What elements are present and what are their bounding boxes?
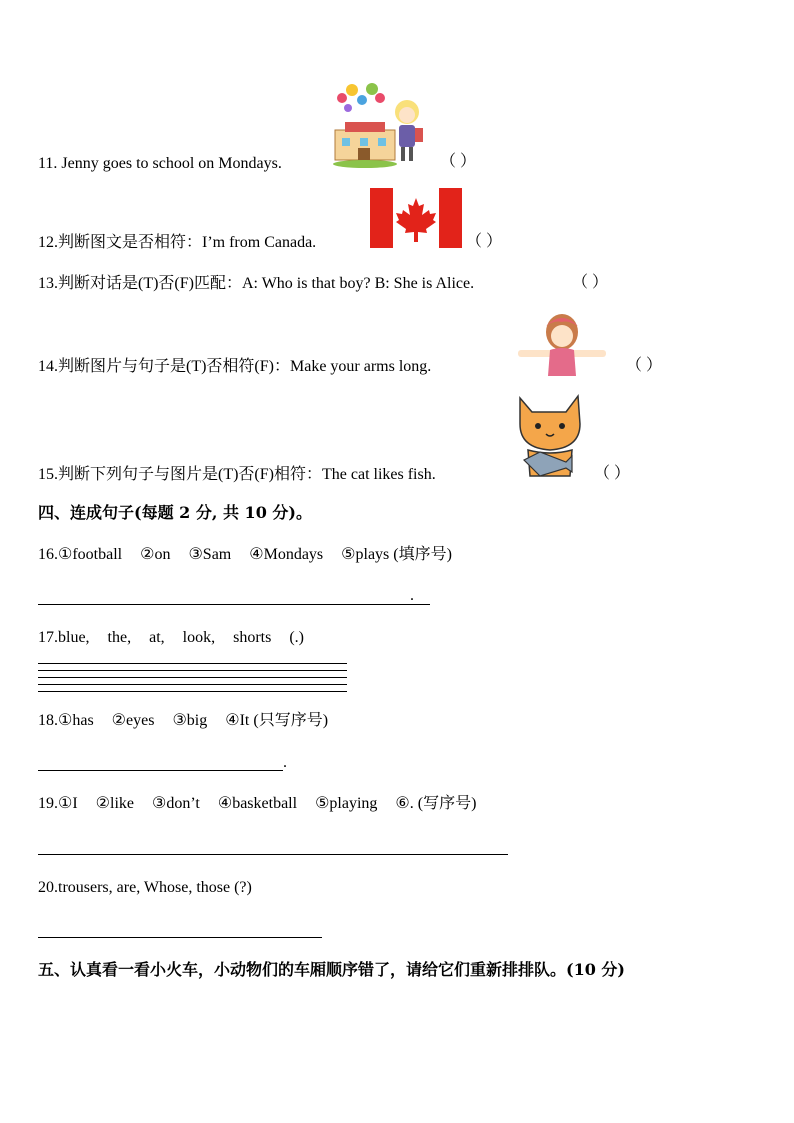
answer-line-17b[interactable] (38, 670, 347, 671)
answer-end-18: . (283, 754, 287, 771)
school-girl-balloons-image (330, 80, 430, 170)
answer-line-18[interactable] (38, 770, 283, 771)
answer-line-16[interactable] (38, 604, 430, 605)
answer-paren-12[interactable]: （ ） (466, 233, 503, 250)
cat-with-fish-image (510, 390, 590, 482)
answer-line-17d[interactable] (38, 684, 347, 685)
question-18: 18.①has ②eyes ③big ④It (只写序号) (38, 712, 329, 729)
question-13: 13.判断对话是(T)否(F)匹配：A: Who is that boy? B: She is Alice. (38, 275, 475, 292)
section-5-title: 五、认真看一看小火车，小动物们的车厢顺序错了，请给它们重新排排队。(10 分) (38, 960, 625, 979)
question-11: 11. Jenny goes to school on Mondays. (38, 155, 282, 172)
section-4-title: 四、连成句子(每题 2 分, 共 10 分)。 (38, 503, 312, 522)
answer-paren-14[interactable]: （ ） (626, 357, 663, 374)
answer-line-17c[interactable] (38, 677, 347, 678)
question-15: 15.判断下列句子与图片是(T)否(F)相符：The cat likes fish. (38, 466, 436, 483)
canada-flag-icon (370, 188, 462, 248)
answer-paren-15[interactable]: （ ） (594, 465, 631, 482)
answer-paren-13[interactable]: （ ） (572, 274, 609, 291)
question-19: 19.①I ②like ③don’t ④basketball ⑤playing ⑥. (写序号) (38, 795, 477, 812)
answer-line-20[interactable] (38, 937, 322, 938)
answer-end-16: . (410, 587, 414, 604)
question-12: 12.判断图文是否相符：I’m from Canada. (38, 234, 317, 251)
answer-paren-11[interactable]: （ ） (440, 153, 477, 170)
girl-arms-out-image (508, 310, 616, 376)
question-14: 14.判断图片与句子是(T)否相符(F)：Make your arms long. (38, 358, 432, 375)
answer-line-19[interactable] (38, 854, 508, 855)
answer-line-17e[interactable] (38, 691, 347, 692)
question-17: 17.blue, the, at, look, shorts (.) (38, 629, 304, 646)
answer-line-17a[interactable] (38, 663, 347, 664)
question-16: 16.①football ②on ③Sam ④Mondays ⑤plays (填序号) (38, 546, 452, 563)
question-20: 20.trousers, are, Whose, those (?) (38, 879, 252, 896)
